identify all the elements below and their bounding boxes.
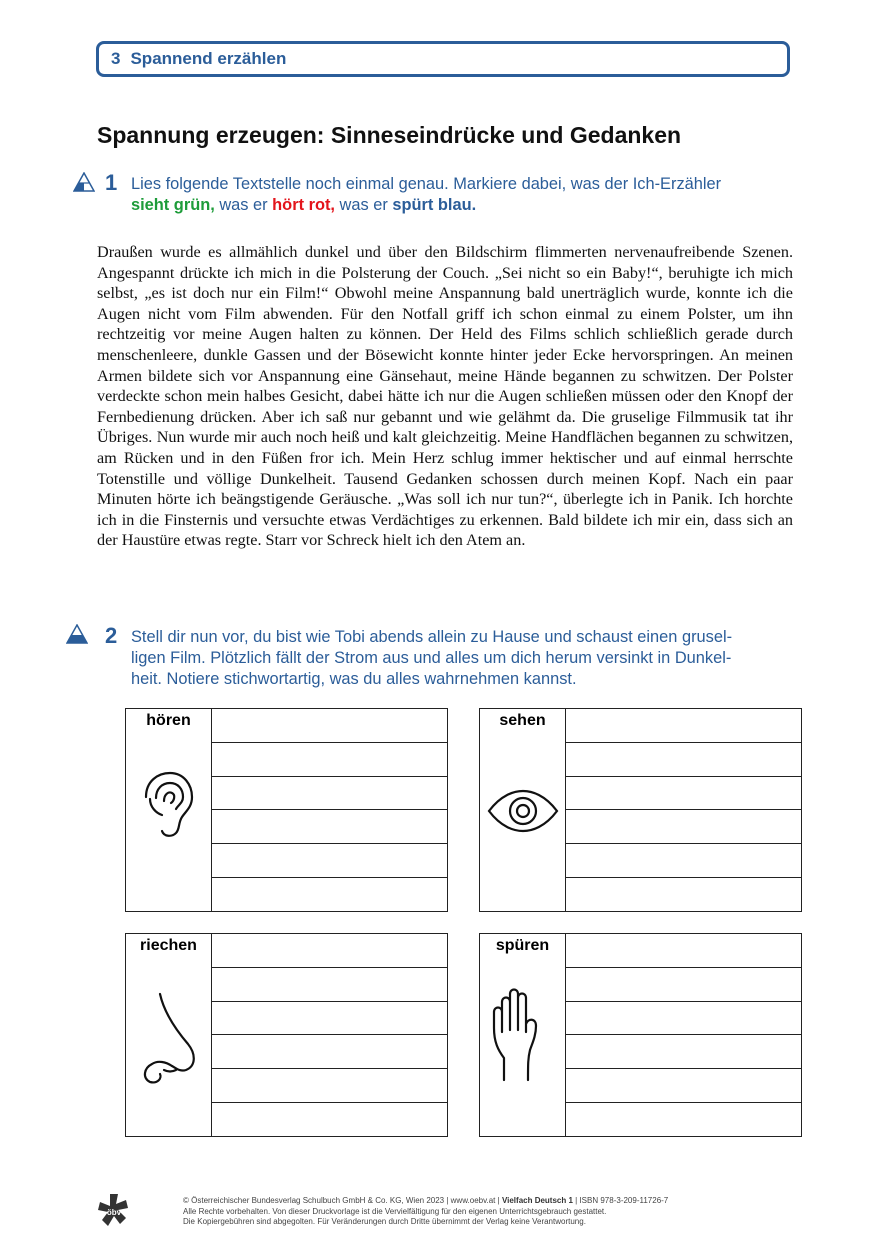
answer-line[interactable]: [566, 1035, 801, 1069]
answer-line[interactable]: [566, 1069, 801, 1103]
label-column: [480, 934, 566, 1136]
highlight-blue-text: spürt blau.: [392, 196, 477, 214]
answer-line[interactable]: [566, 1103, 801, 1136]
chapter-title: Spannend erzählen: [130, 49, 287, 68]
feeling-box: [479, 933, 802, 1137]
answer-line[interactable]: [212, 810, 447, 844]
smelling-box: [125, 933, 448, 1137]
task-instruction-line: Stell dir nun vor, du bist wie Tobi abends allein zu Hause und schaust einen grusel-: [131, 628, 733, 646]
hearing-box: [125, 708, 448, 912]
answer-line[interactable]: [566, 878, 801, 911]
sense-label: hören: [146, 712, 191, 729]
task-instruction-line: ligen Film. Plötzlich fällt der Strom aus und alles um dich herum versinkt in Dunkel-: [131, 649, 732, 667]
answer-line[interactable]: [566, 1002, 801, 1036]
highlight-green-text: sieht grün,: [131, 196, 215, 214]
writing-lines: [212, 709, 447, 911]
highlight-red-text: hört rot,: [272, 196, 335, 214]
isbn-text: | ISBN 978-3-209-11726-7: [572, 1196, 669, 1205]
page-title: Spannung erzeugen: Sinneseindrücke und Gedanken: [97, 122, 682, 148]
answer-line[interactable]: [212, 709, 447, 743]
instruction-text: was er: [214, 196, 273, 214]
sense-label: sehen: [499, 712, 546, 729]
publisher-logo: [96, 1194, 132, 1228]
footer-line: Die Kopiergebühren sind abgegolten. Für Veränderungen durch Dritte übernimmt der Verlag keine Verantwortung.: [183, 1217, 586, 1226]
answer-line[interactable]: [566, 934, 801, 968]
instruction-text: was er: [335, 196, 393, 214]
answer-line[interactable]: [566, 777, 801, 811]
book-title: Vielfach Deutsch 1: [501, 1196, 573, 1205]
hand-icon: [492, 988, 554, 1084]
footer-line: [183, 1196, 668, 1207]
task-instruction: [131, 627, 732, 690]
ear-icon: [136, 771, 200, 841]
answer-line[interactable]: [566, 968, 801, 1002]
writing-lines: [566, 934, 801, 1136]
nose-icon: [136, 990, 200, 1086]
task-instruction: [131, 174, 721, 216]
answer-line[interactable]: [212, 1069, 447, 1103]
answer-line[interactable]: [212, 1002, 447, 1036]
answer-line[interactable]: [212, 1103, 447, 1136]
answer-line[interactable]: [212, 844, 447, 878]
answer-line[interactable]: [212, 878, 447, 911]
task-instruction-line: [131, 195, 721, 216]
task-number: 2: [105, 623, 118, 648]
label-column: [126, 709, 212, 911]
sense-label: spüren: [495, 937, 550, 954]
answer-line[interactable]: [212, 968, 447, 1002]
answer-line[interactable]: [566, 810, 801, 844]
task-number: 1: [105, 170, 118, 195]
eye-icon: [486, 789, 560, 833]
answer-line[interactable]: [212, 777, 447, 811]
sense-label: riechen: [140, 937, 197, 954]
chapter-header: [96, 41, 790, 77]
answer-line[interactable]: [212, 934, 447, 968]
chapter-number: 3: [111, 49, 121, 68]
seeing-box: [479, 708, 802, 912]
answer-line[interactable]: [212, 743, 447, 777]
publisher-logo-text: öbv: [106, 1208, 122, 1217]
difficulty-level-icon: [73, 172, 95, 192]
answer-line[interactable]: [566, 709, 801, 743]
story-text: Draußen wurde es allmählich dunkel und über den Bildschirm flimmerten nervenaufreibende Szenen. Angespannt drückte ich mich in die Polsterung der Couch. „Sei nicht so ein Baby!“, beruhigte ich mich selbst, „es ist doch nur ein Film!“ Obwohl meine Anspannung bald unerträglich wurde, konnte ich die Augen nicht vom Film abwenden. Für den Notfall griff ich schon einmal zu einem Polster, um ihn rechtzeitig vor meine Augen halten zu können. Der Held des Films schlich schließlich gerade durch menschenleere, dunkle Gassen und der Bösewicht konnte hinter jeder Ecke hervorspringen. An meinen Armen bildete sich vor Anspannung eine Gänsehaut, meine Hände begannen zu schwitzen. Der Polster verdeckte schon mein halbes Gesicht, dabei hätte ich nur die Augen schließen müssen oder den Knopf der Fernbedienung drücken. Aber ich saß nur gebannt und wie gelähmt da. Die gruselige Filmmusik tat ihr Übriges. Nun wurde mir auch noch heiß und kalt gleichzeitig. Meine Handflächen begannen zu schwitzen, am Rücken und in den Füßen fror ich. Mein Herz schlug immer hektischer und auf einmal herrschte Totenstille und völlige Dunkelheit. Tausend Gedanken schossen durch meinen Kopf. Nach ein paar Minuten hörte ich beängstigende Geräusche. „Was soll ich nur tun?“, überlegte ich in Panik. Ich horchte ich in die Finsternis und versuchte etwas Verdächtiges zu erkennen. Bald bildete ich mir ein, dass sich an der Haustüre etwas regte. Starr vor Schreck hielt ich den Atem an.: [97, 243, 793, 550]
copyright-text: © Österreichischer Bundesverlag Schulbuch GmbH & Co. KG, Wien 2023 | www.oebv.at |: [183, 1196, 502, 1205]
answer-line[interactable]: [212, 1035, 447, 1069]
difficulty-level-icon: [66, 624, 88, 644]
label-column: [480, 709, 566, 911]
footer: [183, 1196, 668, 1228]
writing-lines: [566, 709, 801, 911]
task-instruction-line: Lies folgende Textstelle noch einmal genau. Markiere dabei, was der Ich-Erzähler: [131, 175, 722, 193]
footer-line: Alle Rechte vorbehalten. Von dieser Druckvorlage ist die Vervielfältigung für den eigenen Unterrichtsgebrauch gestattet.: [183, 1206, 607, 1216]
label-column: [126, 934, 212, 1136]
answer-line[interactable]: [566, 743, 801, 777]
answer-line[interactable]: [566, 844, 801, 878]
task-instruction-line: heit. Notiere stichwortartig, was du alles wahrnehmen kannst.: [131, 670, 577, 688]
writing-lines: [212, 934, 447, 1136]
